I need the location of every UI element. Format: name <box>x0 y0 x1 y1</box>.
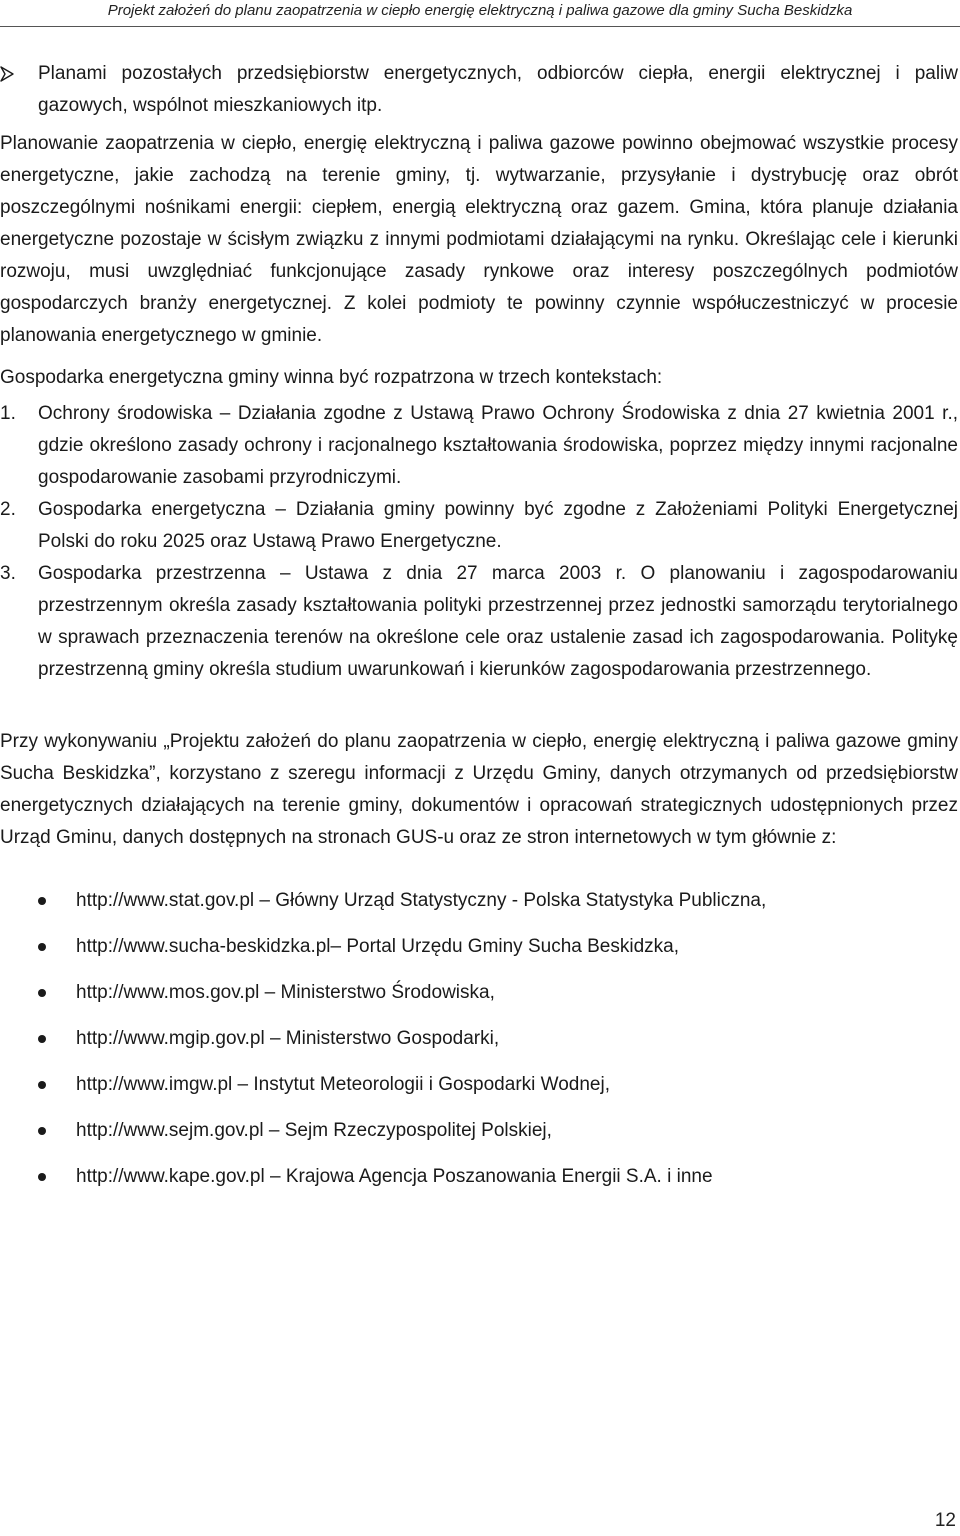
list-item <box>0 924 958 970</box>
section-gap <box>0 686 958 726</box>
list-item <box>0 1108 958 1154</box>
bullet-dot-icon <box>0 970 76 1016</box>
header-divider <box>0 26 960 27</box>
paragraph-planning: Planowanie zaopatrzenia w ciepło, energię elektryczną i paliwa gazowe powinno obejmować wszystkie procesy energetyczne, jakie zachodzą na terenie gminy, tj. wytwarzanie, przysyłanie i dystrybucję oraz obrót poszczególnymi nośnikami energii: ciepłem, energią elektryczną oraz gazem. Gmina, która planuje działania energetyczne pozostaje w ścisłym związku z innymi podmiotami działającymi na rynku. Określając cele i kierunki rozwoju, musi uwzględniać funkcjonujące zasady rynkowe oraz interesy poszczególnych podmiotów gospodarczych branży energetycznej. Z kolei podmioty te powinny czynnie współuczestniczyć w procesie planowania energetycznego w gminie. <box>0 133 958 346</box>
bullet-dot-icon <box>0 924 76 970</box>
source-link-text[interactable]: http://www.sejm.gov.pl – Sejm Rzeczypospolitej Polskiej, <box>76 1120 552 1141</box>
arrow-item-text: Planami pozostałych przedsiębiorstw energetycznych, odbiorców ciepła, energii elektrycznej i paliw gazowych, wspólnot mieszkaniowych itp. <box>38 63 958 116</box>
bullet-dot-icon <box>0 1016 76 1062</box>
item-number: 2. <box>0 499 16 520</box>
item-text: Gospodarka energetyczna – Działania gminy powinny być zgodne z Założeniami Polityki Energetycznej Polski do roku 2025 oraz Ustawą Prawo Energetyczne. <box>38 499 958 552</box>
paragraph-sources: Przy wykonywaniu „Projektu założeń do planu zaopatrzenia w ciepło, energię elektryczną i paliwa gazowe gminy Sucha Beskidzka”, korzystano z szeregu informacji z Urzędu Gminy, danych otrzymanych od przedsiębiorstw energetycznych działających na terenie gminy, dokumentów i opracowań strategicznych udostępnionych przez Urząd Gminu, danych dostępnych na stronach GUS-u oraz ze stron internetowych w tym głównie z: <box>0 731 958 848</box>
source-link-text[interactable]: http://www.kape.gov.pl – Krajowa Agencja Poszanowania Energii S.A. i inne <box>76 1166 713 1187</box>
source-links-list <box>0 878 958 1200</box>
item-number: 1. <box>0 403 16 424</box>
bullet-dot-icon <box>0 1154 76 1200</box>
source-link-text[interactable]: http://www.mgip.gov.pl – Ministerstwo Gospodarki, <box>76 1028 500 1049</box>
list-item <box>0 878 958 924</box>
bullet-dot-icon <box>0 1062 76 1108</box>
numbered-item <box>0 398 958 494</box>
list-item <box>0 1154 958 1200</box>
source-link-text[interactable]: http://www.stat.gov.pl – Główny Urząd Statystyczny - Polska Statystyka Publiczna, <box>76 890 767 911</box>
item-number: 3. <box>0 563 16 584</box>
document-body <box>0 58 958 1200</box>
list-item <box>0 1062 958 1108</box>
list-item <box>0 970 958 1016</box>
numbered-item <box>0 494 958 558</box>
bullet-dot-icon <box>0 878 76 924</box>
numbered-item <box>0 558 958 686</box>
item-text: Ochrony środowiska – Działania zgodne z Ustawą Prawo Ochrony Środowiska z dnia 27 kwietnia 2001 r., gdzie określono zasady ochrony i racjonalnego kształtowania środowiska, poprzez między innymi racjonalne gospodarowanie zasobami przyrodniczymi. <box>38 403 958 488</box>
bullet-dot-icon <box>0 1108 76 1154</box>
page-number: 12 <box>934 1510 956 1531</box>
paragraph-contexts-intro: Gospodarka energetyczna gminy winna być rozpatrzona w trzech kontekstach: <box>0 367 663 388</box>
page-header: Projekt założeń do planu zaopatrzenia w ciepło energię elektryczną i paliwa gazowe dla gminy Sucha Beskidzka <box>107 2 853 19</box>
source-link-text[interactable]: http://www.sucha-beskidzka.pl– Portal Urzędu Gminy Sucha Beskidzka, <box>76 936 679 957</box>
list-item <box>0 1016 958 1062</box>
source-link-text[interactable]: http://www.mos.gov.pl – Ministerstwo Środowiska, <box>76 982 495 1003</box>
arrow-bullet-icon <box>0 58 38 90</box>
item-text: Gospodarka przestrzenna – Ustawa z dnia 27 marca 2003 r. O planowaniu i zagospodarowaniu przestrzennym określa zasady kształtowania polityki przestrzennej przez jednostki samorządu terytorialnego w sprawach przeznaczenia terenów na określone cele oraz ustalenie zasad ich zagospodarowania. Politykę przestrzenną gminy określa studium uwarunkowań i kierunków zagospodarowania przestrzennego. <box>38 563 958 680</box>
arrow-list-item <box>0 58 958 122</box>
source-link-text[interactable]: http://www.imgw.pl – Instytut Meteorologii i Gospodarki Wodnej, <box>76 1074 611 1095</box>
